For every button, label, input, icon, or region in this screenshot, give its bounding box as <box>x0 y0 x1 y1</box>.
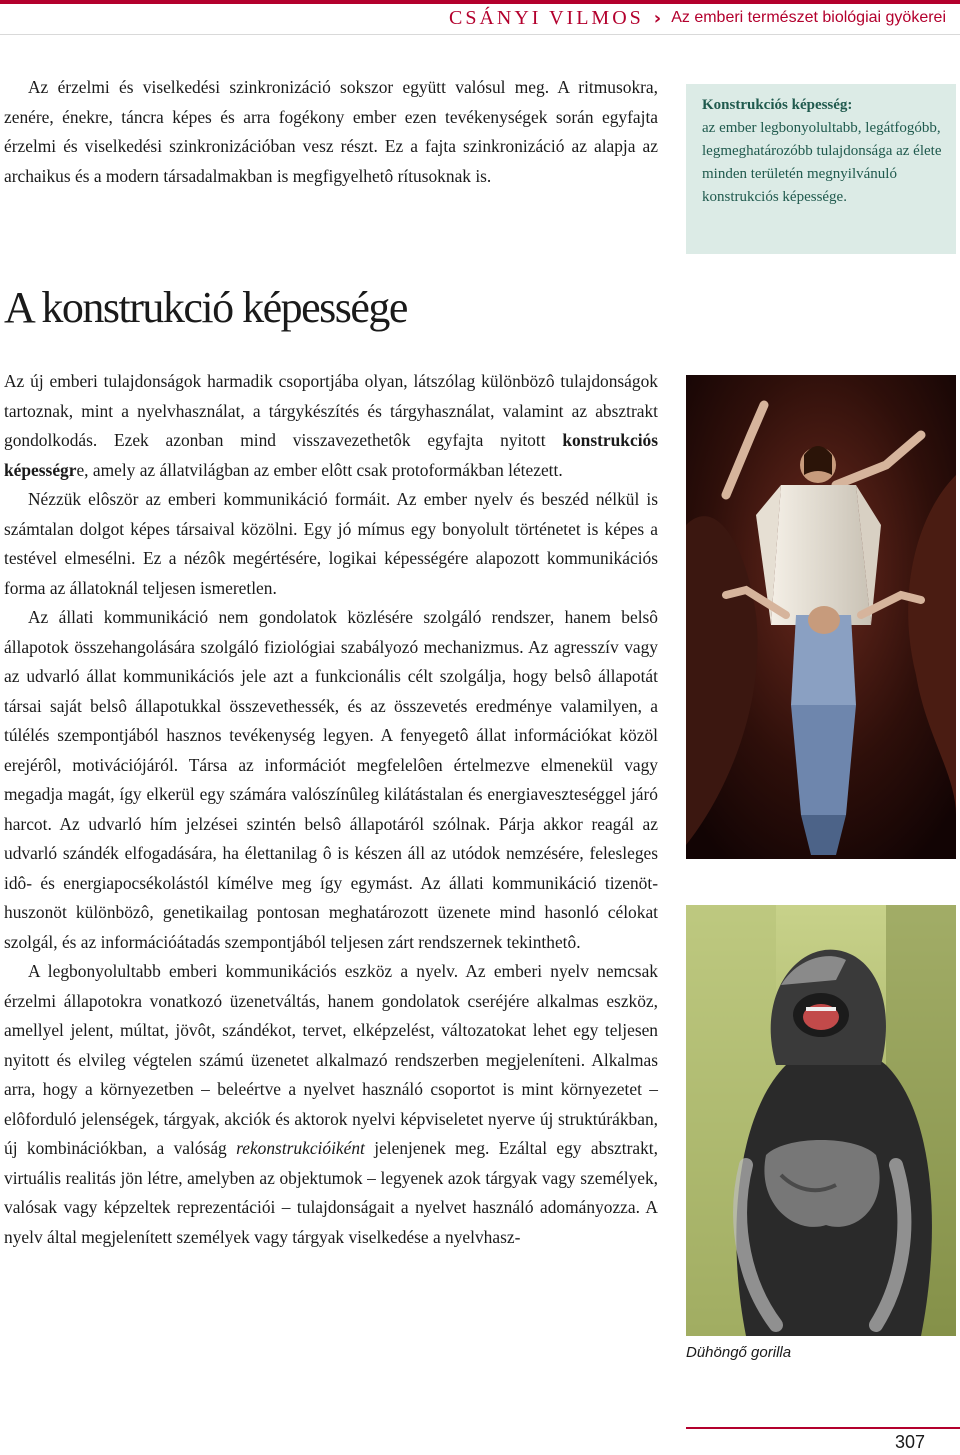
p4-text-a: A legbonyolultabb emberi kommunikációs eszköz a nyelv. Az emberi nyelv nemcsak érzelmi állapotokra vonatkozó üzenetváltás, hanem gondolatok cseréjére alkalmas eszköz, amellyel jelent, múltat, jövôt, szándékot, tervet, elképzelést, változatokat lehet egy teljesen nyitott és elvileg végtelen számú üzenetet alkalmazó rendszerben megjeleníteni. Alkalmas arra, hogy a környezetben – beleértve a nyelvet használó csoportot is mint környezetet – elôforduló jelenségek, tárgyak, akciók és aktorok nyelvi képviseletet nyerve új struktúrákban, új kombinációkban, a valóság <box>4 961 658 1158</box>
header-divider <box>0 34 960 35</box>
definition-text: az ember legbonyolultabb, legátfogóbb, legmeghatározóbb tulajdonsága az élete minden területén megnyilvánuló konstrukciós képessége. <box>702 120 942 205</box>
intro-paragraph: Az érzelmi és viselkedési szinkronizáció sokszor együtt valósul meg. A ritmusokra, zenére, énekre, táncra képes és arra fogékony ember ezen tevékenységek során egyfajta érzelmi és viselkedési szinkronizációban vesz részt. Ez a fajta szinkronizáció az alapja az archaikus és a modern társadalmakban is megfigyelhetô rítusoknak is. <box>4 77 658 186</box>
page-number: 307 <box>894 1432 926 1452</box>
p4-italic-term: rekonstrukcióiként <box>236 1138 365 1158</box>
intro-text <box>4 73 658 191</box>
body-paragraph-2: Nézzük elôször az emberi kommunikáció formáit. Az ember nyelv és beszéd nélkül is számtalan dolgot képes társaival közölni. Egy jó mímus egy bonyolult történetet is képes a testével elmesélni. Ez a nézôk megértésére, logikai képességére alapozott kommunikációs forma az állatoknál teljesen ismeretlen. <box>4 489 658 598</box>
p1-bold-term: konstrukciós képességr <box>4 430 658 480</box>
gorilla-caption: Dühöngő gorilla <box>686 1344 792 1361</box>
dancers-photo <box>686 375 956 859</box>
p4-text-b: jelenjenek meg. Ezáltal egy absztrakt, virtuális realitás jön létre, amelyben az objektumok – legyenek azok tárgyak vagy személyek, valósak vagy képzeltek reprezentációi – tulajdonságait a nyelvet használó adományozza. A nyelv által megjelenített személyek vagy tárgyak viselkedése a nyelvhasz- <box>4 1138 658 1247</box>
p1-text-a: Az új emberi tulajdonságok harmadik csoportjába olyan, látszólag különbözô tulajdonságok tartoznak, mint a nyelvhasználat, a tárgykészítés és tárgyhasználat, valamint az absztrakt gondolkodás. Ezek azonban mind visszavezethetôk egyfajta nyitott <box>4 371 658 450</box>
gorilla-photo <box>686 905 956 1336</box>
body-text <box>4 367 658 1252</box>
section-heading: A konstrukció képessége <box>4 283 407 332</box>
chevron-right-icon: › <box>653 7 662 29</box>
body-paragraph-4 <box>4 957 658 1252</box>
body-paragraph-1 <box>4 367 658 485</box>
body-paragraph-3: Az állati kommunikáció nem gondolatok közlésére szolgáló rendszer, hanem belsô állapotok összehangolására szolgáló fiziológiai szabályozó mechanizmus. Az agresszív vagy az udvarló állat kommunikációs jele azt a funkcionális célt szolgálja, hogy belsô állapotát társai saját belsô állapotukkal összevethessék, és az összevetés eredménye valamilyen, a túlélés szempontjából hasznos tevékenység legyen. A fenyegetô állat információkat közöl erejérôl, motivációjáról. Társa az információt megfelelôen értelmezve elmenekül vagy megadja magát, így elkerül egy számára valószínûleg kilátástalan és energiaveszteséggel járó harcot. Az udvarló hím jelzései szintén belsô állapotáról szólnak. Párja akkor reagál az udvarló szándék elfogadására, ha élettanilag ô is készen áll az utódok nemzésére, felesleges idô- és energiapocsékolástól kímélve meg így egymást. Az állati kommunikáció tizenöt-huszonöt különbözô, genetikailag pontosan meghatározott üzenete mind hasonló célokat szolgál, és az információátadás szempontjából teljesen zárt rendszernek tekinthetô. <box>4 607 658 952</box>
definition-box <box>686 84 956 254</box>
book-title: Az emberi természet biológiai gyökerei <box>671 9 946 26</box>
running-header <box>449 6 946 30</box>
header-rule <box>0 0 960 4</box>
footer-rule <box>686 1427 960 1429</box>
definition-term: Konstrukciós képesség: <box>702 97 853 113</box>
author-name: CSÁNYI VILMOS <box>449 6 644 29</box>
p1-text-b: e, amely az állatvilágban az ember elôtt csak protoformákban létezett. <box>76 459 563 480</box>
